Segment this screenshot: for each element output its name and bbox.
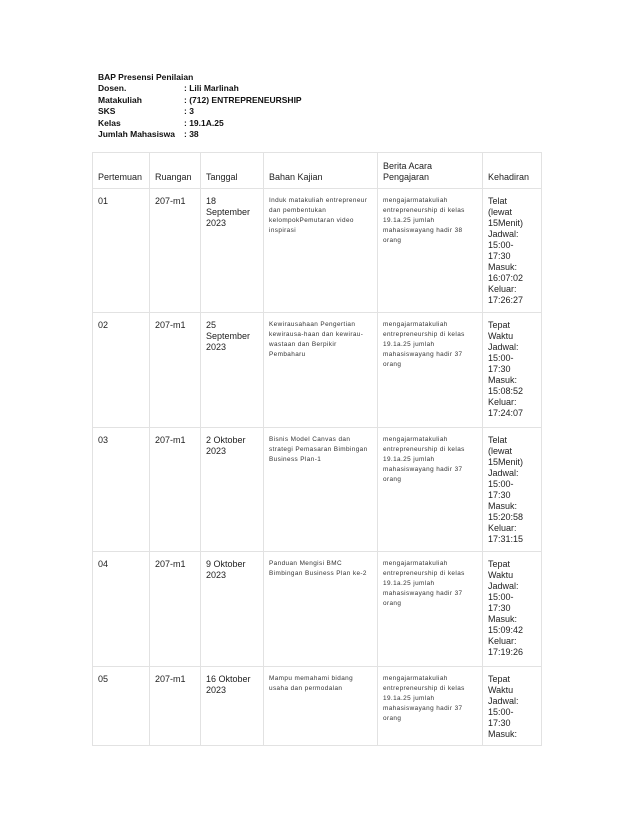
cell-kehadiran: Telat (lewat 15Menit) Jadwal: 15:00- 17:30 Masuk: 16:07:02 Keluar: 17:26:27: [483, 189, 542, 313]
cell-pertemuan: 01: [93, 189, 150, 313]
col-header-tanggal: Tanggal: [201, 153, 264, 189]
cell-tanggal: 25 September 2023: [201, 313, 264, 428]
cell-pertemuan: 02: [93, 313, 150, 428]
col-header-berita-acara: Berita Acara Pengajaran: [378, 153, 483, 189]
cell-pertemuan: 04: [93, 552, 150, 667]
cell-berita-acara: mengajarmatakuliah entrepreneurship di kelas 19.1a.25 jumlah mahasiswayang hadir 38 orang: [378, 189, 483, 313]
cell-kehadiran: Tepat Waktu Jadwal: 15:00- 17:30 Masuk: 15:08:52 Keluar: 17:24:07: [483, 313, 542, 428]
info-label: Matakuliah: [98, 94, 142, 105]
cell-kehadiran: Tepat Waktu Jadwal: 15:00- 17:30 Masuk: 15:09:42 Keluar: 17:19:26: [483, 552, 542, 667]
cell-berita-acara: mengajarmatakuliah entrepreneurship di kelas 19.1a.25 jumlah mahasiswayang hadir 37 orang: [378, 667, 483, 746]
info-row-kelas: [98, 118, 302, 129]
cell-ruangan: 207-m1: [150, 313, 201, 428]
cell-berita-acara: mengajarmatakuliah entrepreneurship di kelas 19.1a.25 jumlah mahasiswayang hadir 37 orang: [378, 552, 483, 667]
info-label: Dosen.: [98, 83, 127, 94]
cell-ruangan: 207-m1: [150, 667, 201, 746]
cell-ruangan: 207-m1: [150, 189, 201, 313]
info-label: SKS: [98, 106, 116, 117]
table-row: [93, 189, 542, 313]
info-value: : (712) ENTREPRENEURSHIP: [184, 94, 302, 105]
cell-ruangan: 207-m1: [150, 428, 201, 552]
cell-tanggal: 16 Oktober 2023: [201, 667, 264, 746]
info-value: : 19.1A.25: [184, 117, 224, 128]
col-header-pertemuan: Pertemuan: [93, 153, 150, 189]
cell-bahan-kajian: Induk matakuliah entrepreneur dan pembentukan kelompokPemutaran video inspirasi: [264, 189, 378, 313]
info-label: Jumlah Mahasiswa: [98, 129, 176, 140]
info-row-dosen: [98, 83, 302, 94]
info-label: Kelas: [98, 117, 121, 128]
col-header-bahan-kajian: Bahan Kajian: [264, 153, 378, 189]
info-row-matakuliah: [98, 95, 302, 106]
attendance-table: [92, 152, 542, 746]
info-value: : 3: [184, 106, 194, 117]
info-value: : 38: [184, 129, 199, 140]
col-header-ruangan: Ruangan: [150, 153, 201, 189]
cell-kehadiran: Telat (lewat 15Menit) Jadwal: 15:00- 17:30 Masuk: 15:20:58 Keluar: 17:31:15: [483, 428, 542, 552]
info-row-sks: [98, 106, 302, 117]
cell-kehadiran: Tepat Waktu Jadwal: 15:00- 17:30 Masuk:: [483, 667, 542, 746]
cell-pertemuan: 03: [93, 428, 150, 552]
table-header-row: [93, 153, 542, 189]
table-row: [93, 428, 542, 552]
cell-bahan-kajian: Mampu memahami bidang usaha dan permodalan: [264, 667, 378, 746]
cell-berita-acara: mengajarmatakuliah entrepreneurship di kelas 19.1a.25 jumlah mahasiswayang hadir 37 orang: [378, 428, 483, 552]
cell-bahan-kajian: Bisnis Model Canvas dan strategi Pemasaran Bimbingan Business Plan-1: [264, 428, 378, 552]
report-title: BAP Presensi Penilaian: [98, 72, 194, 82]
cell-tanggal: 2 Oktober 2023: [201, 428, 264, 552]
cell-bahan-kajian: Panduan Mengisi BMC Bimbingan Business Plan ke-2: [264, 552, 378, 667]
cell-bahan-kajian: Kewirausahaan Pengertian kewirausa-haan dan kewirau-wastaan dan Berpikir Pembaharu: [264, 313, 378, 428]
report-header: [98, 72, 302, 140]
cell-berita-acara: mengajarmatakuliah entrepreneurship di kelas 19.1a.25 jumlah mahasiswayang hadir 37 orang: [378, 313, 483, 428]
info-row-jumlah-mahasiswa: [98, 129, 302, 140]
cell-tanggal: 9 Oktober 2023: [201, 552, 264, 667]
table-row: [93, 552, 542, 667]
table-row: [93, 667, 542, 746]
col-header-kehadiran: Kehadiran: [483, 153, 542, 189]
cell-pertemuan: 05: [93, 667, 150, 746]
cell-tanggal: 18 September 2023: [201, 189, 264, 313]
info-value: : Lili Marlinah: [184, 83, 239, 94]
cell-ruangan: 207-m1: [150, 552, 201, 667]
table-row: [93, 313, 542, 428]
